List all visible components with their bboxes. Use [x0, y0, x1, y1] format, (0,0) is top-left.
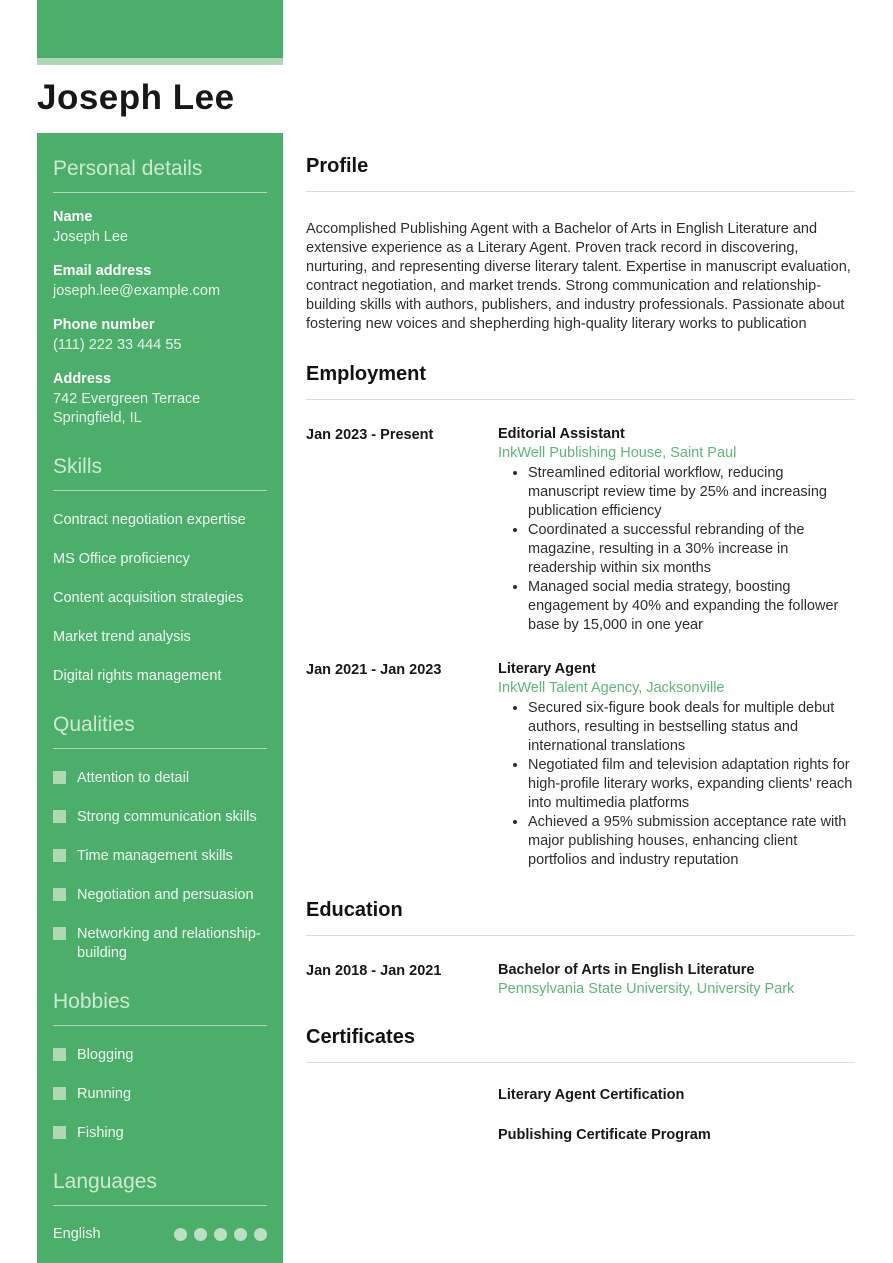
certificate-date-spacer — [306, 1127, 498, 1143]
entry-body — [498, 426, 855, 635]
languages-section — [53, 1170, 267, 1242]
entry-bullet: • Managed social media strategy, boosting engagement by 40% and expanding the follower base by 15,000 in one year — [528, 578, 855, 635]
personal-details-heading: Personal details — [53, 157, 267, 193]
skill-item: Market trend analysis — [53, 629, 191, 645]
page-title: Joseph Lee — [37, 78, 235, 117]
entry-school: Pennsylvania State University, University Park — [498, 981, 795, 997]
languages-heading: Languages — [53, 1170, 267, 1206]
field-label: Email address — [53, 263, 152, 279]
list-item-label: Negotiation and persuasion — [77, 887, 254, 903]
entry-degree: Bachelor of Arts in English Literature — [498, 962, 755, 978]
square-bullet-icon — [53, 1126, 66, 1139]
skills-list — [53, 511, 267, 686]
certificate-title: Literary Agent Certification — [498, 1087, 685, 1103]
list-item-label: Blogging — [77, 1047, 134, 1063]
entry-bullet: • Secured six-figure book deals for multiple debut authors, resulting in bestselling status and international translations — [528, 699, 855, 756]
header-accent-strip — [37, 58, 283, 65]
personal-detail-field — [53, 263, 267, 301]
entry-dates: Jan 2023 - Present — [306, 427, 434, 443]
profile-heading: Profile — [306, 155, 855, 192]
quality-item — [53, 925, 267, 963]
skills-section — [53, 455, 267, 686]
employment-entry — [306, 426, 855, 635]
entry-role: Literary Agent — [498, 661, 596, 677]
hobbies-section — [53, 990, 267, 1143]
education-entry — [306, 962, 855, 997]
entry-bullet-list — [498, 699, 855, 870]
entry-role: Editorial Assistant — [498, 426, 625, 442]
field-label: Phone number — [53, 317, 155, 333]
entry-company: InkWell Talent Agency, Jacksonville — [498, 680, 725, 696]
personal-details-fields — [53, 209, 267, 428]
entry-bullet: • Streamlined editorial workflow, reducing manuscript review time by 25% and increasing publication efficiency — [528, 464, 855, 521]
field-value: Joseph Lee — [53, 229, 128, 245]
entry-bullet: • Negotiated film and television adaptation rights for high-profile literary works, expanding clients' reach into multimedia platforms — [528, 756, 855, 813]
hobby-item — [53, 1124, 267, 1143]
certificates-list — [306, 1087, 855, 1143]
square-bullet-icon — [53, 1087, 66, 1100]
qualities-list — [53, 769, 267, 963]
profile-text: Accomplished Publishing Agent with a Bachelor of Arts in English Literature and extensive experience as a Literary Agent. Proven track record in discovering, nurturing, and representing diverse literary talent. Expertise in manuscript evaluation, contract negotiation, and market trends. Strong communication and relationship-building skills with authors, publishers, and industry professionals. Passionate about fostering new voices and shepherding high-quality literary works to publication — [306, 221, 851, 332]
square-bullet-icon — [53, 849, 66, 862]
hobbies-heading: Hobbies — [53, 990, 267, 1026]
list-item-label: Attention to detail — [77, 770, 190, 786]
level-dot-icon — [234, 1228, 247, 1241]
list-item-label: Running — [77, 1086, 132, 1102]
quality-item — [53, 847, 267, 866]
personal-detail-field — [53, 209, 267, 247]
list-item-label: Networking and relationship-building — [77, 926, 261, 961]
field-value: Springfield, IL — [53, 410, 142, 426]
sidebar — [37, 133, 283, 1263]
personal-detail-field — [53, 371, 267, 428]
level-dot-icon — [194, 1228, 207, 1241]
level-dot-icon — [174, 1228, 187, 1241]
skill-item: Digital rights management — [53, 668, 222, 684]
field-value: (111) 222 33 444 55 — [53, 337, 182, 353]
list-item-label: Time management skills — [77, 848, 233, 864]
level-dot-icon — [254, 1228, 267, 1241]
personal-detail-field — [53, 317, 267, 355]
certificate-item — [306, 1127, 855, 1143]
skill-item: Contract negotiation expertise — [53, 512, 246, 528]
hobby-item — [53, 1085, 267, 1104]
language-name: English — [53, 1226, 101, 1242]
square-bullet-icon — [53, 888, 66, 901]
field-label: Address — [53, 371, 112, 387]
field-value: 742 Evergreen Terrace — [53, 391, 201, 407]
entry-dates: Jan 2021 - Jan 2023 — [306, 662, 442, 678]
quality-item — [53, 769, 267, 788]
square-bullet-icon — [53, 927, 66, 940]
square-bullet-icon — [53, 810, 66, 823]
language-row — [53, 1226, 267, 1242]
entry-body — [498, 661, 855, 870]
level-dot-icon — [214, 1228, 227, 1241]
list-item-label: Fishing — [77, 1125, 124, 1141]
certificates-section — [306, 1026, 855, 1143]
entry-bullet-list — [498, 464, 855, 635]
qualities-heading: Qualities — [53, 713, 267, 749]
entry-dates: Jan 2018 - Jan 2021 — [306, 963, 442, 979]
list-item-label: Strong communication skills — [77, 809, 257, 825]
hobby-item — [53, 1046, 267, 1065]
entry-bullet: • Coordinated a successful rebranding of the magazine, resulting in a 30% increase in readership within six months — [528, 521, 855, 578]
field-label: Name — [53, 209, 93, 225]
quality-item — [53, 886, 267, 905]
education-heading: Education — [306, 899, 855, 936]
header-accent-block — [37, 0, 283, 58]
profile-section — [306, 155, 855, 334]
certificate-title: Publishing Certificate Program — [498, 1127, 711, 1143]
entry-bullet: • Achieved a 95% submission acceptance rate with major publishing houses, enhancing client portfolios and industry reputation — [528, 813, 855, 870]
languages-list — [53, 1226, 267, 1242]
certificates-heading: Certificates — [306, 1026, 855, 1063]
certificate-item — [306, 1087, 855, 1103]
employment-heading: Employment — [306, 363, 855, 400]
skill-item: Content acquisition strategies — [53, 590, 244, 606]
square-bullet-icon — [53, 771, 66, 784]
skill-item: MS Office proficiency — [53, 551, 190, 567]
main-content — [306, 155, 855, 1143]
education-section — [306, 899, 855, 997]
quality-item — [53, 808, 267, 827]
personal-details-section — [53, 157, 267, 428]
field-value: joseph.lee@example.com — [53, 283, 221, 299]
employment-section — [306, 363, 855, 870]
entry-body — [498, 962, 855, 997]
skills-heading: Skills — [53, 455, 267, 491]
entry-company: InkWell Publishing House, Saint Paul — [498, 445, 737, 461]
square-bullet-icon — [53, 1048, 66, 1061]
employment-entry — [306, 661, 855, 870]
employment-entries — [306, 426, 855, 870]
language-level-dots — [174, 1228, 267, 1241]
certificate-date-spacer — [306, 1087, 498, 1103]
hobbies-list — [53, 1046, 267, 1143]
qualities-section — [53, 713, 267, 963]
education-entries — [306, 962, 855, 997]
